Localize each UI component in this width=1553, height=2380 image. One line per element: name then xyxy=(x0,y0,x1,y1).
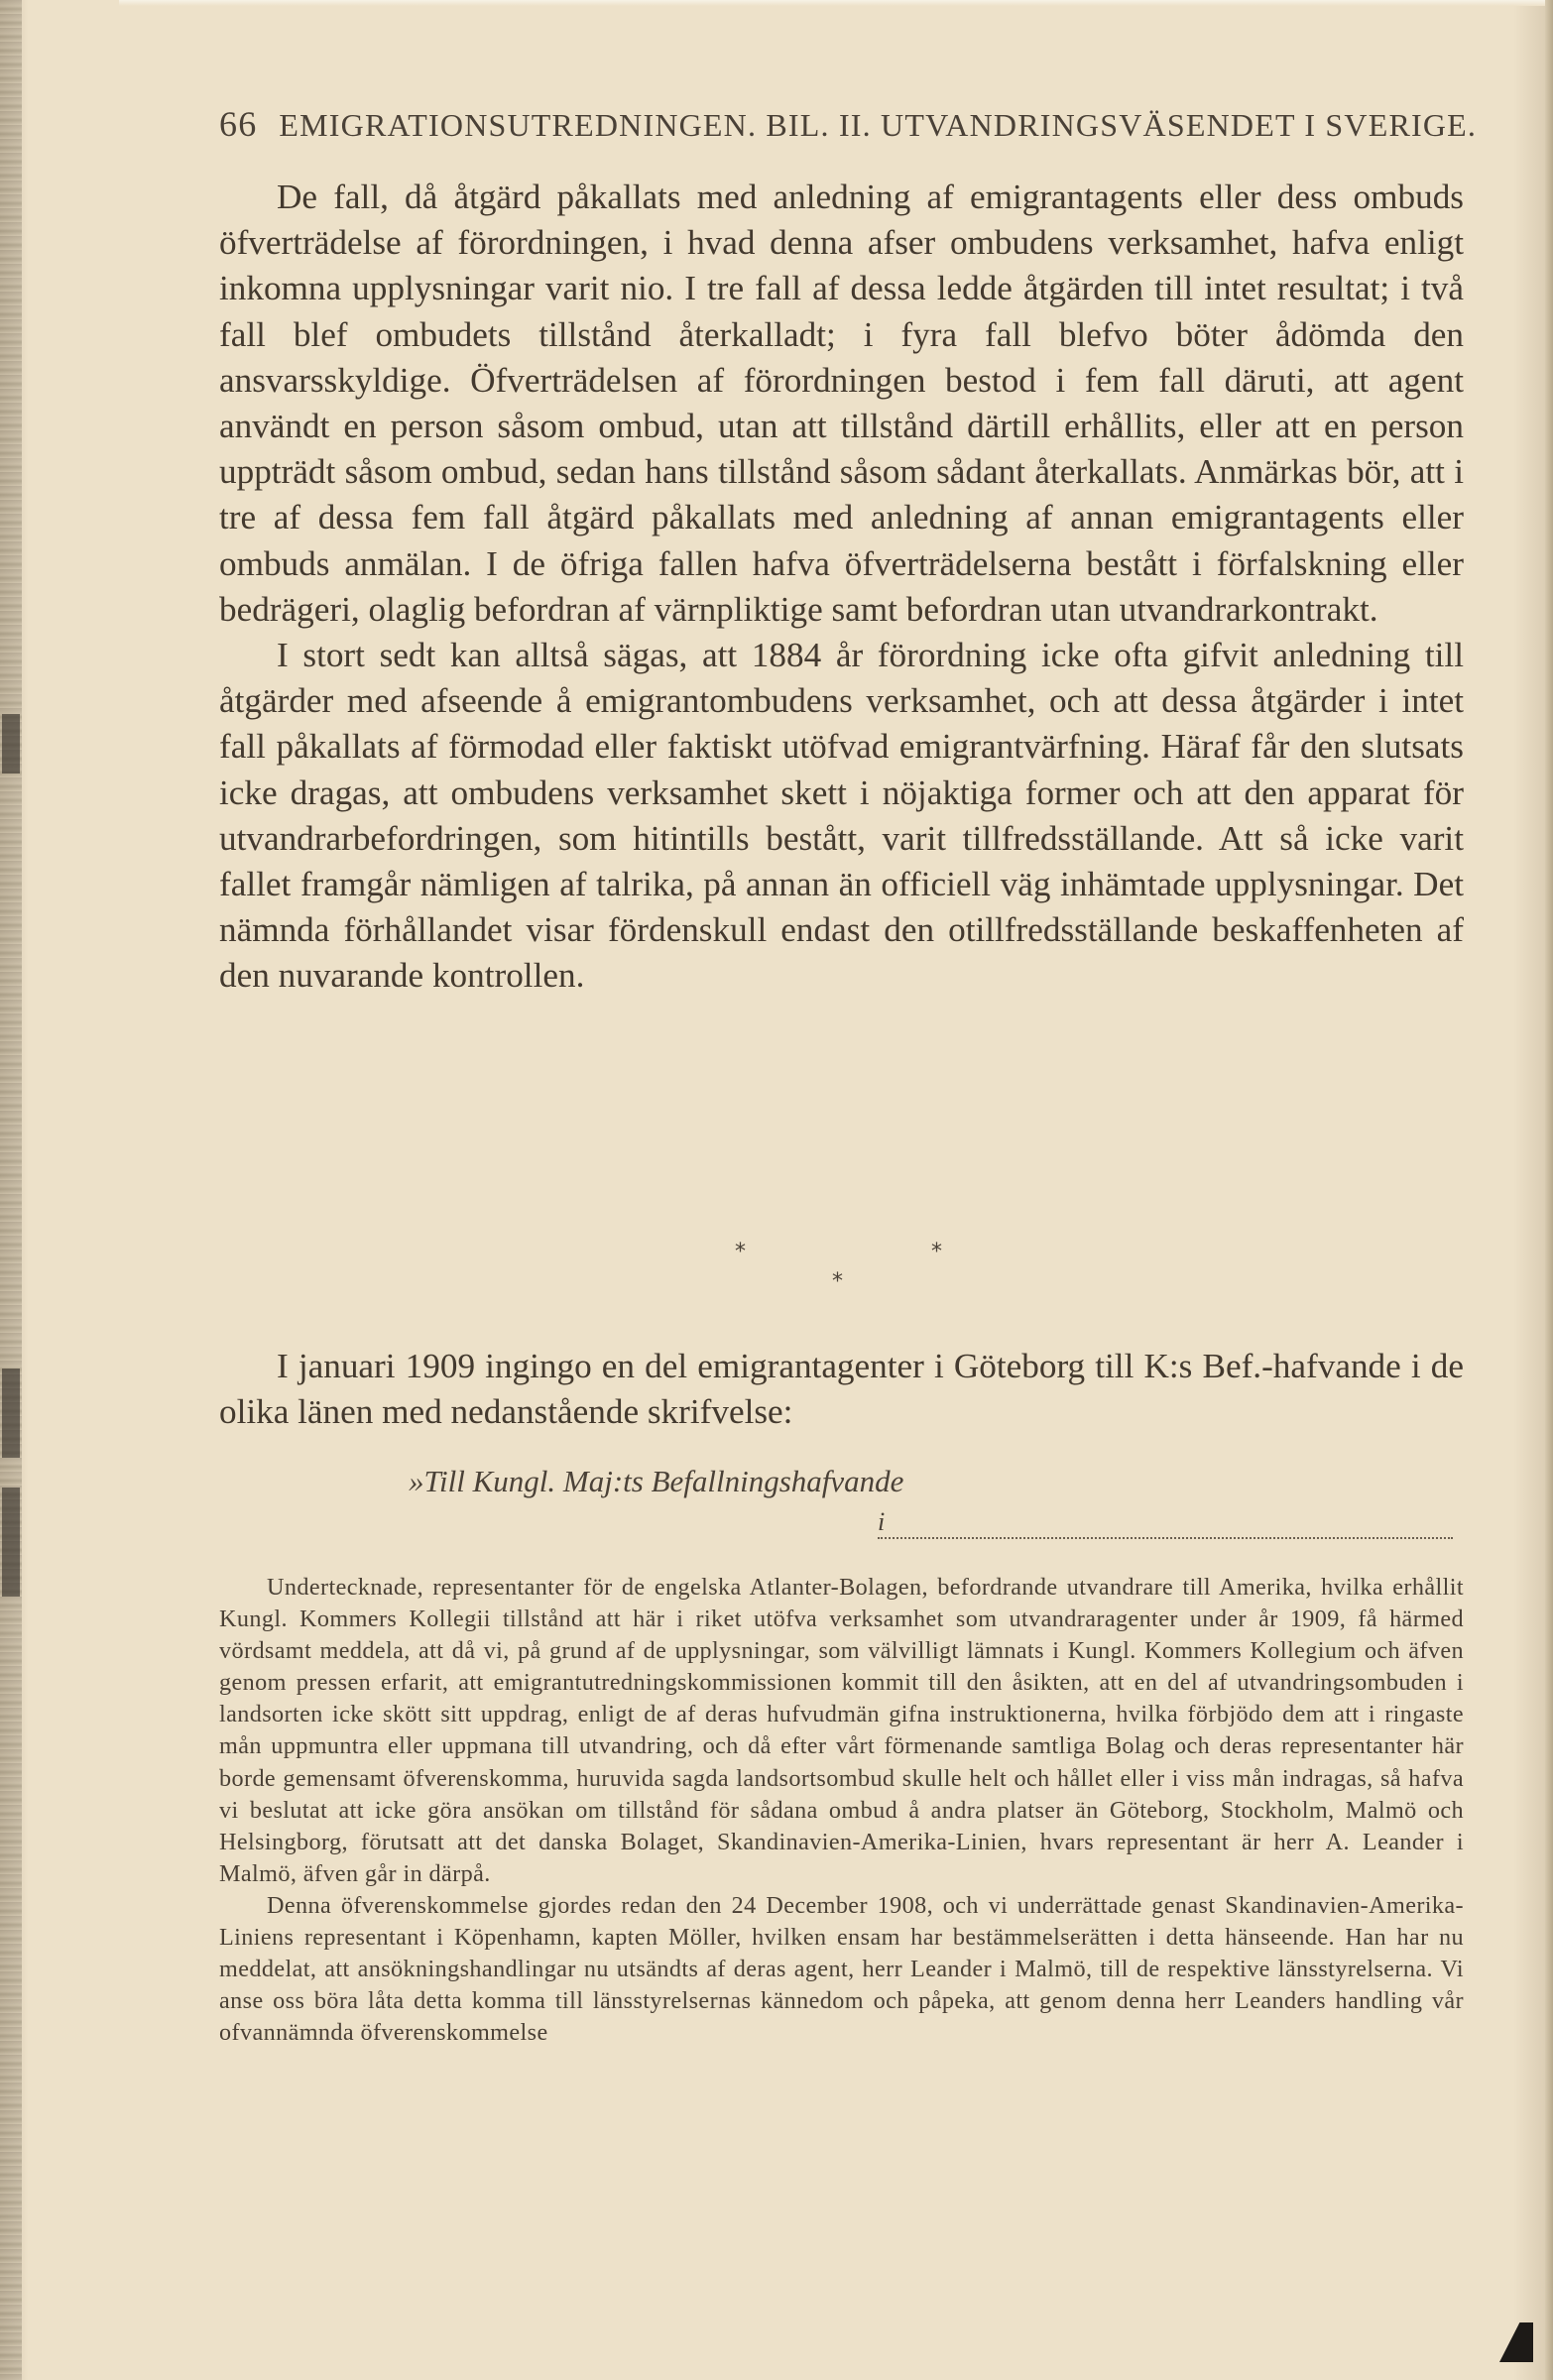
paragraph: I stort sedt kan alltså sägas, att 1884 år förordning icke ofta gifvit anledning till åtgärder med afseende å emigrantombudens verksamhet, och att dessa åtgärder i intet fall påkallats af förmodad eller faktiskt utöfvad emigrantvärfning. Häraf får den slutsats icke dragas, att ombudens verksamhet skett i nöjaktiga former och att den apparat för utvandrarbefordringen, som hitintills bestått, varit tillfredsställande. Att så icke varit fallet framgår nämligen af talrika, på annan än officiell väg inhämtade upplysningar. Det nämnda förhållandet visar fördenskull endast den otillfredsställande beskaffenheten af den nuvarande kontrollen. xyxy=(219,636,1464,996)
page-number: 66 xyxy=(219,104,258,144)
binding-mark xyxy=(2,1368,20,1458)
quoted-letter xyxy=(219,1572,1464,2049)
letter-paragraph: Undertecknade, representanter för de engelska Atlanter-Bolagen, befordrande utvandrare till Amerika, hvilka erhållit Kungl. Kommers Kollegii tillstånd att här i riket utöfva verksamhet som utvandraragenter under år 1909, få härmed vördsamt meddela, att då vi, på grund af de upplysningar, som välvilligt lämnats i Kungl. Kommers Kollegium och äfven genom pressen erfarit, att emigrantutredningskommissionen kommit till den åsikten, att en del af utvandringsombuden i landsorten icke skött sitt uppdrag, enligt de af deras hufvudmän gifna instruktionerna, hvilka förbjödo dem att i ringaste mån uppmuntra eller uppmana till utvandring, och då efter vårt förmenande samtliga Bolag och deras representanter här borde gemensamt öfverenskomma, huruvida sagda landsortsombud skulle helt och hållet eller i viss mån indragas, så hafva vi beslutat att icke göra ansökan om tillstånd för sådana ombud å andra platser än Göteborg, Stockholm, Malmö och Helsingborg, förutsatt att det danska Bolaget, Skandinavien-Amerika-Linien, hvars representant är herr A. Leander i Malmö, äfven går in därpå. xyxy=(219,1574,1464,1887)
paragraph: De fall, då åtgärd påkallats med anledning af emigrantagents eller dess ombuds öfverträdelse af förordningen, i hvad denna afser ombudens verksamhet, hafva enligt inkomna upplysningar varit nio. I tre fall af dessa ledde åtgärden till intet resultat; i två fall blef ombudets tillstånd återkalladt; i fyra fall blefvo böter ådömda den ansvarsskyldige. Öfverträdelsen af förordningen bestod i fem fall däruti, att agent användt en person såsom ombud, utan att tillstånd därtill erhållits, eller att en person uppträdt såsom ombud, sedan hans tillstånd såsom sådant återkallats. Anmärkas bör, att i tre af dessa fem fall åtgärd påkallats med anledning af annan emigrantagents eller ombuds anmälan. I de öfriga fallen hafva öfverträdelserna bestått i förfalskning eller bedrägeri, olaglig befordran af värnpliktige samt befordran utan utvandrarkontrakt. xyxy=(219,178,1464,629)
paragraph: I januari 1909 ingingo en del emigrantagenter i Göteborg till K:s Bef.-hafvande i de olika länen med nedanstående skrifvelse: xyxy=(219,1347,1464,1432)
book-binding-edge xyxy=(0,0,22,2380)
page-corner-shadow xyxy=(1499,2322,1533,2362)
binding-mark xyxy=(2,714,20,774)
asterism-separator xyxy=(219,1240,1464,1299)
asterisk: * xyxy=(931,1240,942,1264)
asterisk: * xyxy=(832,1269,843,1294)
page-right-edge xyxy=(1545,0,1553,2380)
binding-mark xyxy=(2,1488,20,1597)
letter-paragraph: Denna öfverenskommelse gjordes redan den 24 December 1908, och vi underrättade genast Skandinavien-Amerika-Liniens representant i Köpenhamn, kapten Möller, hvilken ensam har bestämmelserätten i detta hänseende. Han har nu meddelat, att ansökningshandlingar nu utsändts af deras agent, herr Leander i Malmö, till de respektive länsstyrelserna. Vi anse oss böra låta detta komma till länsstyrelsernas kännedom och påpeka, att genom denna herr Leanders handling vår ofvannämnda öfverenskommelse xyxy=(219,1891,1464,2047)
main-text-section xyxy=(219,175,1464,1000)
running-title: EMIGRATIONSUTREDNINGEN. BIL. II. UTVANDRINGSVÄSENDET I SVERIGE. xyxy=(279,107,1478,143)
asterisk: * xyxy=(735,1240,746,1264)
running-header xyxy=(219,103,1478,145)
page-top-edge xyxy=(119,0,1553,6)
intro-section xyxy=(219,1344,1464,1435)
letter-salutation: »Till Kungl. Maj:ts Befallningshafvande xyxy=(409,1464,904,1498)
letter-address-line: i xyxy=(878,1507,1453,1539)
